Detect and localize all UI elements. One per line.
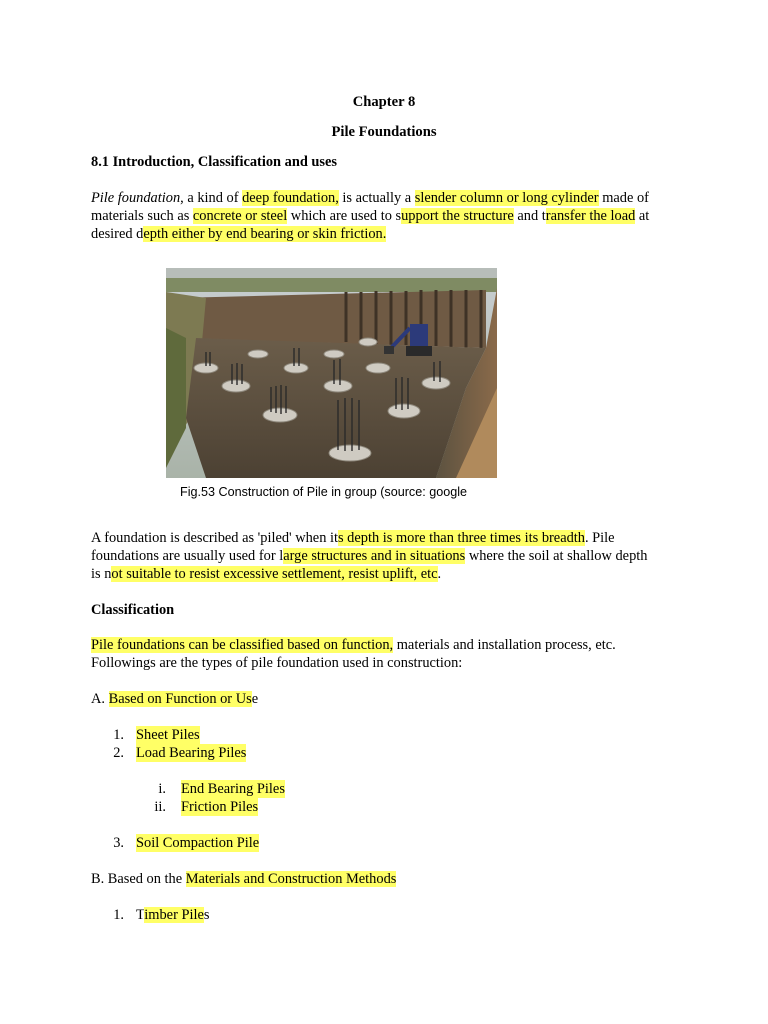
pile-construction-photo [166, 268, 497, 478]
chapter-heading: Chapter 8 [352, 94, 416, 110]
para2-line3: is not suitable to resist excessive settlement, resist uplift, etc. [91, 566, 442, 582]
list-text: Timber Piles [136, 907, 210, 923]
list-number: 3. [113, 835, 124, 851]
para1-line3: desired depth either by end bearing or skin friction. [91, 226, 387, 242]
para2-line2: foundations are usually used for large structures and in situations where the soil at shallow depth [91, 548, 648, 564]
para3-line2: Followings are the types of pile foundation used in construction: [91, 655, 463, 671]
para2-line1: A foundation is described as 'piled' when its depth is more than three times its breadth. Pile [91, 530, 615, 546]
para3-line1: Pile foundations can be classified based on function, materials and installation process, etc. [91, 637, 616, 653]
section-heading: 8.1 Introduction, Classification and uses [91, 154, 338, 170]
list-number: 2. [113, 745, 124, 761]
page-title: Pile Foundations [331, 124, 437, 140]
list-text: Soil Compaction Pile [136, 835, 260, 851]
list-number: 1. [113, 907, 124, 923]
para1-line1: Pile foundation, a kind of deep foundation, is actually a slender column or long cylinder made of [91, 190, 649, 206]
group-b-heading: B. Based on the Materials and Construction Methods [91, 871, 397, 887]
sublist-text: Friction Piles [181, 799, 259, 815]
sublist-text: End Bearing Piles [181, 781, 285, 797]
group-a-heading: A. Based on Function or Use [91, 691, 259, 707]
sublist-number: i. [158, 781, 166, 797]
classification-heading: Classification [91, 602, 175, 618]
list-number: 1. [113, 727, 124, 743]
sublist-number: ii. [154, 799, 166, 815]
list-text: Load Bearing Piles [136, 745, 247, 761]
list-text: Sheet Piles [136, 727, 200, 743]
figure-caption: Fig.53 Construction of Pile in group (source: google [180, 485, 468, 499]
para1-line2: materials such as concrete or steel which are used to support the structure and transfer the load at [91, 208, 650, 224]
